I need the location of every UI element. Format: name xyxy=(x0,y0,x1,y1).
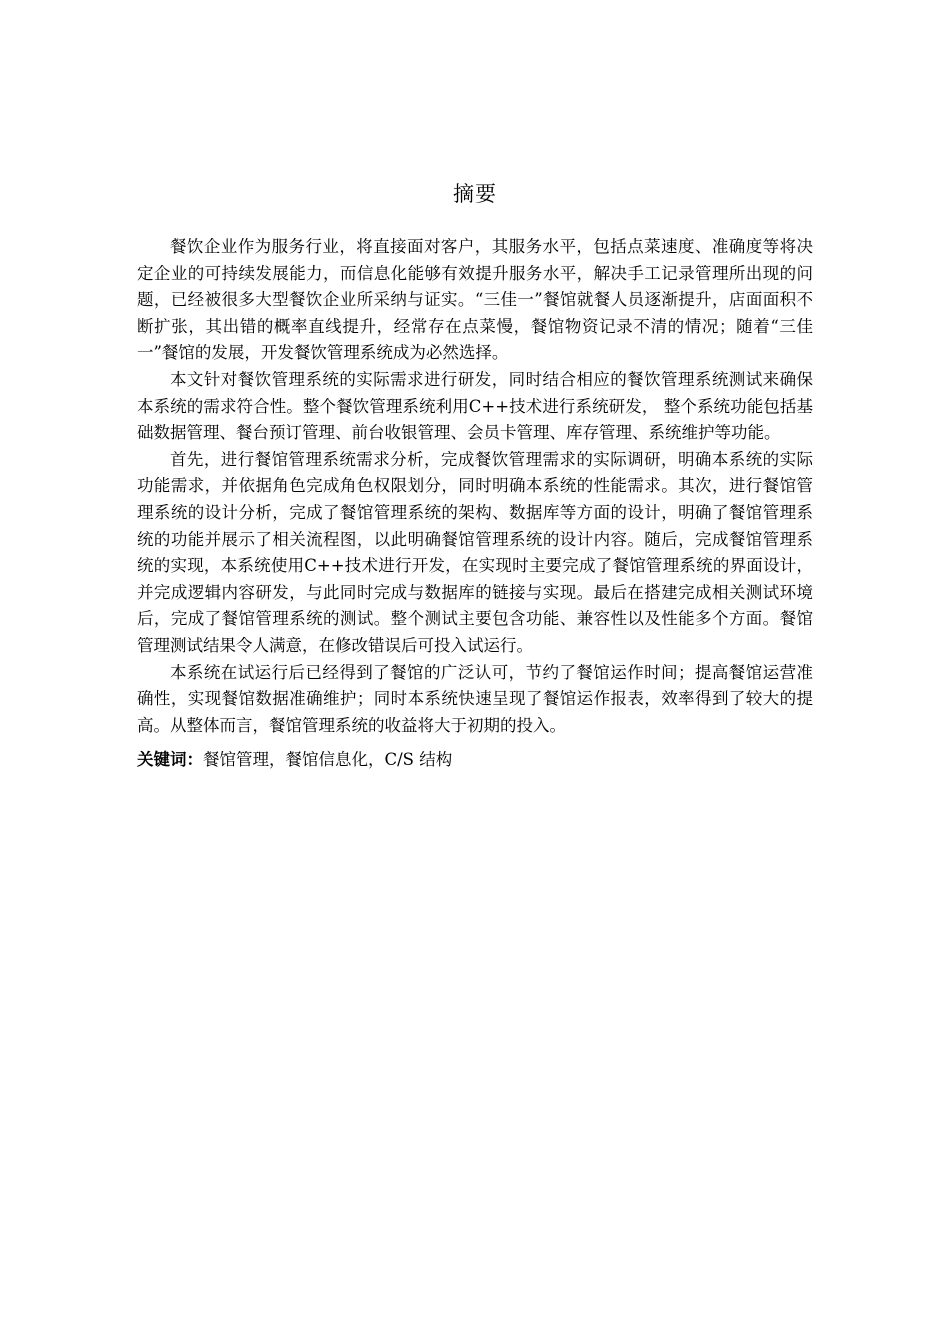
keywords-label: 关键词： xyxy=(137,750,203,770)
abstract-paragraph-4: 本系统在试运行后已经得到了餐馆的广泛认可，节约了餐馆运作时间；提高餐馆运营准确性，实现餐馆数据准确维护；同时本系统快速呈现了餐馆运作报表，效率得到了较大的提高。从整体而言，餐馆管理系统的收益将大于初期的投入。 xyxy=(137,662,813,735)
abstract-paragraph-2: 本文针对餐饮管理系统的实际需求进行研发，同时结合相应的餐饮管理系统测试来确保本系统的需求符合性。整个餐饮管理系统利用C++技术进行系统研发， 整个系统功能包括基础数据管理、餐台预订管理、前台收银管理、会员卡管理、库存管理、系统维护等功能。 xyxy=(137,369,813,443)
abstract-paragraph-3: 首先，进行餐馆管理系统需求分析，完成餐饮管理需求的实际调研，明确本系统的实际功能需求，并依据角色完成角色权限划分，同时明确本系统的性能需求。其次，进行餐馆管理系统的设计分析，完成了餐馆管理系统的架构、数据库等方面的设计，明确了餐馆管理系统的功能并展示了相关流程图，以此明确餐馆管理系统的设计内容。随后，完成餐馆管理系统的实现，本系统使用C++技术进行开发，在实现时主要完成了餐馆管理系统的界面设计，并完成逻辑内容研发，与此同时完成与数据库的链接与实现。最后在搭建完成相关测试环境后，完成了餐馆管理系统的测试。整个测试主要包含功能、兼容性以及性能多个方面。餐馆管理测试结果令人满意，在修改错误后可投入试运行。 xyxy=(137,449,813,655)
abstract-paragraph-1: 餐饮企业作为服务行业，将直接面对客户，其服务水平，包括点菜速度、准确度等将决定企业的可持续发展能力，而信息化能够有效提升服务水平，解决手工记录管理所出现的问题，已经被很多大型餐饮企业所采纳与证实。“三佳一”餐馆就餐人员逐渐提升，店面面积不断扩张，其出错的概率直线提升，经常存在点菜慢，餐馆物资记录不清的情况；随着“三佳一”餐馆的发展，开发餐饮管理系统成为必然选择。 xyxy=(137,237,813,363)
abstract-title: 摘要 xyxy=(453,182,497,206)
keywords-line xyxy=(137,747,813,774)
abstract-body xyxy=(137,234,813,774)
keywords-text: 餐馆管理，餐馆信息化，C/S 结构 xyxy=(203,750,453,770)
